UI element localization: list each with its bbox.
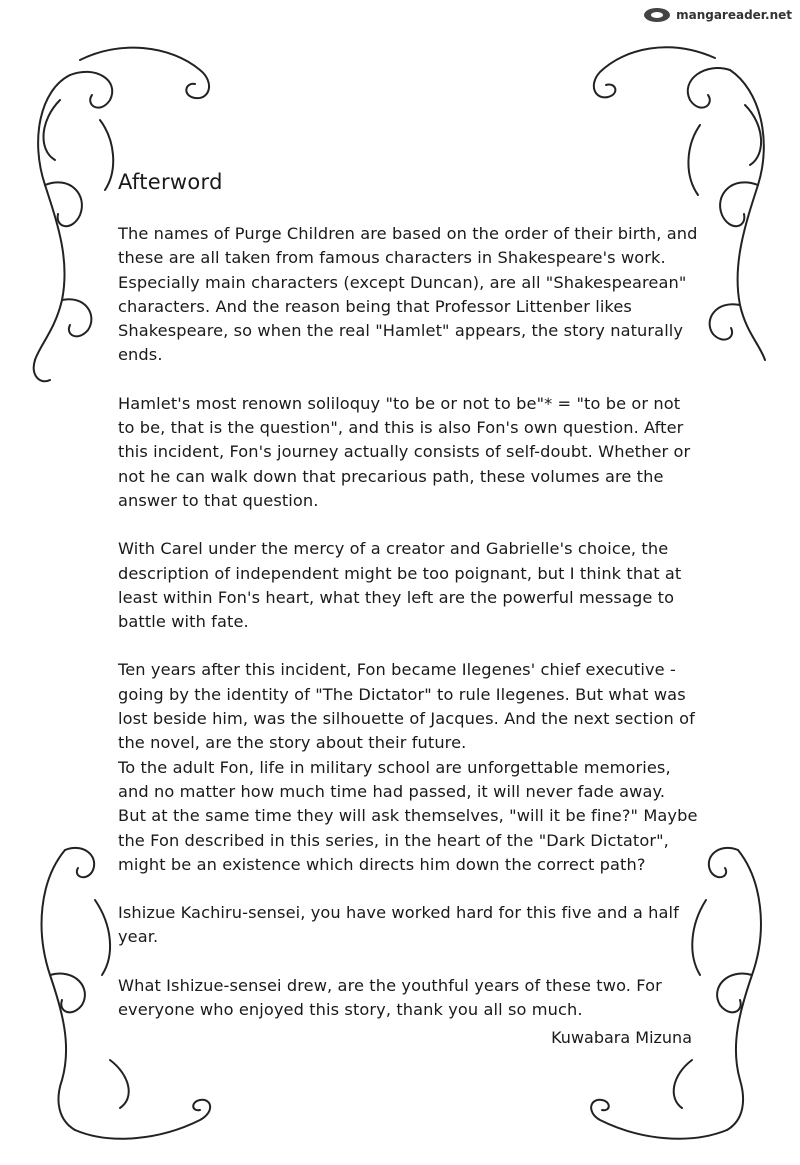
paragraph-6: Ishizue Kachiru-sensei, you have worked hard for this five and a half year. [118,903,679,947]
paragraph-5: To the adult Fon, life in military school are unforgettable memories, and no matter how much time had passed, it will never fade away. But at the same time they will ask themselves, "will it be fine?" Maybe the Fon described in this series, in the heart of the "Dark Dictator", might be an existence which directs him down the correct path? [118,757,698,874]
watermark-text: mangareader.net [676,8,792,22]
site-watermark [642,6,792,24]
paragraph-7: What Ishizue-sensei drew, are the youthful years of these two. For everyone who enjoyed this story, thank you all so much. [118,975,662,1020]
paragraph-3: With Carel under the mercy of a creator and Gabrielle's choice, the description of independent might be too poignant, but I think that at least within Fon's heart, what they left are the powerful message to battle with fate. [118,539,682,632]
author-signature: Kuwabara Mizuna [551,1028,692,1048]
paragraph-1: The names of Purge Children are based on the order of their birth, and these are all taken from famous characters in Shakespeare's work. Especially main characters (except Duncan), are all "Shakespearean" characters. And the reason being that Professor Littenber likes Shakespeare, so when the real "Hamlet" appears, the story naturally ends. [118,224,698,365]
paragraph-2: Hamlet's most renown soliloquy "to be or not to be"* = "to be or not to be, that is the question", and this is also Fon's own question. After this incident, Fon's journey actually consists of self-doubt. Whether or not he can walk down that precarious path, these volumes are the answer to that question. [118,393,691,510]
watermark-logo-icon [642,6,672,24]
afterword-body [118,170,698,1047]
page-title: Afterword [118,170,223,194]
paragraph-4: Ten years after this incident, Fon became Ilegenes' chief executive -going by the identity of "The Dictator" to rule Ilegenes. But what was lost beside him, was the silhouette of Jacques. And the next section of the novel, are the story about their future. [118,660,695,753]
